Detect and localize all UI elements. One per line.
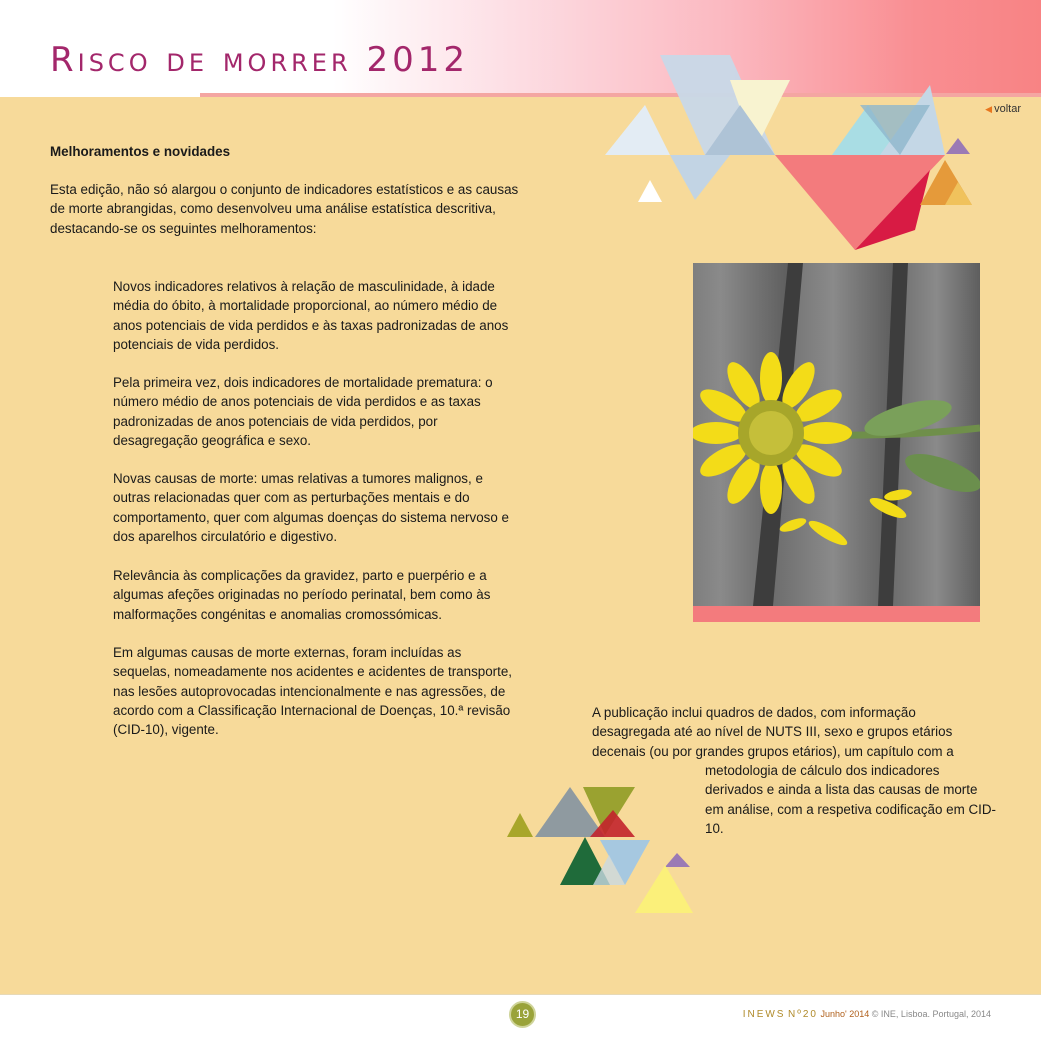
sunflower-image-icon bbox=[693, 263, 980, 606]
footer-credits bbox=[743, 1009, 991, 1020]
publication-paragraph: A publicação inclui quadros de dados, com informação desagregada até ao nível de NUTS III, sexo e grupos etários decenais (ou por grandes grupos etários), um capítulo com a bbox=[592, 705, 954, 759]
footer-copyright: © INE, Lisboa. Portugal, 2014 bbox=[871, 1009, 991, 1019]
decorative-triangles-bottom bbox=[505, 785, 700, 915]
footer-date: Junho' 2014 bbox=[820, 1009, 870, 1019]
intro-paragraph: Esta edição, não só alargou o conjunto de indicadores estatísticos e as causas de morte abrangidas, como desenvolveu uma análise estatística descritiva, destacando-se os seguintes melhoramentos: bbox=[50, 182, 519, 236]
sunflower-photo bbox=[693, 263, 980, 606]
footer-issue: Nº20 bbox=[788, 1009, 818, 1020]
page-number-badge: 19 bbox=[509, 1001, 536, 1028]
back-link[interactable] bbox=[985, 103, 1021, 115]
back-link-label: voltar bbox=[994, 103, 1021, 115]
publication-paragraph-continued: metodologia de cálculo dos indicadores derivados e ainda a lista das causas de morte em análise, com a respetiva codificação em CID-10. bbox=[705, 763, 996, 836]
footer-brand: INEWS bbox=[742, 1009, 786, 1020]
page-title: Risco de morrer 2012 bbox=[50, 40, 469, 80]
photo-accent-strip bbox=[693, 606, 980, 622]
list-item: Em algumas causas de morte externas, foram incluídas as sequelas, nomeadamente nos acidentes e acidentes de transporte, nas lesões autoprovocadas intencionalmente e nas agressões, de acordo com a Classificação Internacional de Doenças, 10.ª revisão (CID-10), vigente. bbox=[113, 645, 513, 738]
list-item: Relevância às complicações da gravidez, parto e puerpério e a algumas afeções originadas no período perinatal, bem como às malformações congénitas e anomalias cromossómicas. bbox=[113, 568, 491, 622]
list-item: Novos indicadores relativos à relação de masculinidade, à idade média do óbito, à mortalidade proporcional, ao número médio de anos potenciais de vida perdidos e às taxas padronizadas de anos potenciais de vida perdidos. bbox=[113, 279, 509, 352]
section-heading: Melhoramentos e novidades bbox=[50, 144, 231, 159]
list-item: Pela primeira vez, dois indicadores de mortalidade prematura: o número médio de anos potenciais de vida perdidos e as taxas padronizadas de anos potenciais de vida perdidos, por desagregação geográfica e sexo. bbox=[113, 375, 493, 448]
decorative-triangles-top bbox=[600, 50, 980, 255]
back-arrow-icon: ◀ bbox=[985, 104, 993, 114]
list-item: Novas causas de morte: umas relativas a tumores malignos, e outras relacionadas quer com as perturbações mentais e do comportamento, quer com algumas doenças do sistema nervoso e dos aparelhos circulatório e digestivo. bbox=[113, 471, 509, 544]
